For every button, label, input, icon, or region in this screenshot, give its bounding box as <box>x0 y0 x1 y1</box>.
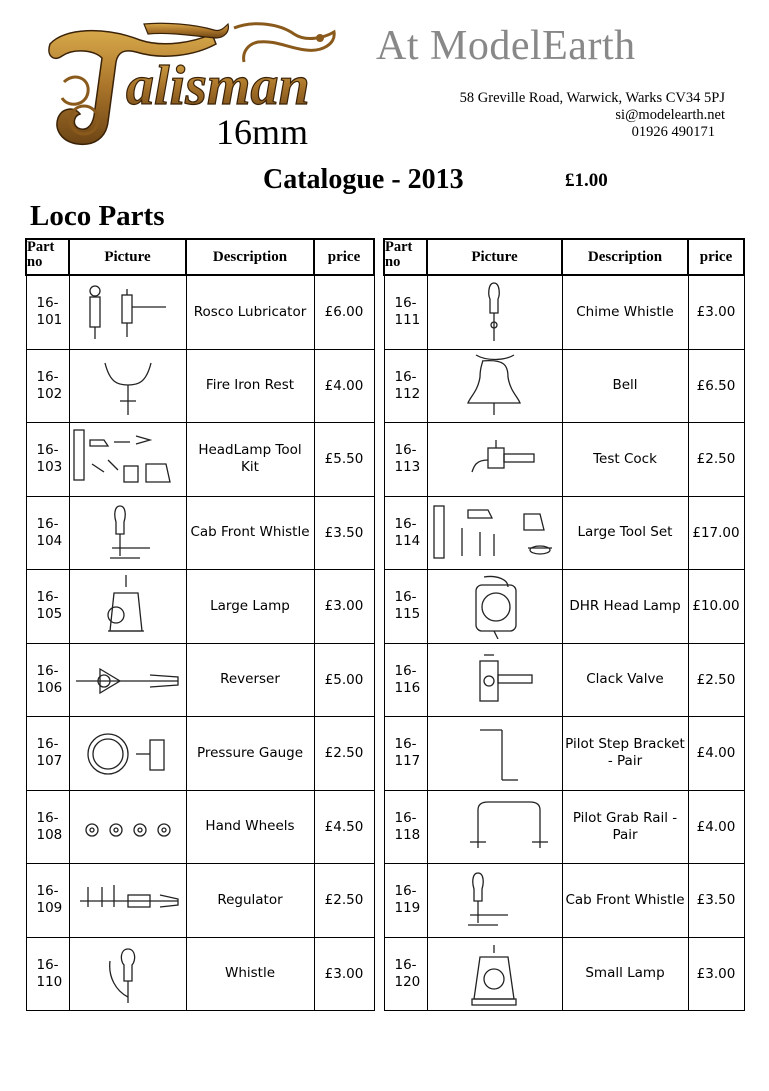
table-row <box>384 717 744 791</box>
table-row <box>26 717 374 791</box>
test-cock-icon <box>428 426 561 492</box>
table-row <box>26 423 374 497</box>
part-description: Hand Wheels <box>186 790 314 864</box>
description-header: Description <box>186 239 314 275</box>
section-title: Loco Parts <box>30 200 165 232</box>
part-description: Pilot Step Bracket - Pair <box>562 717 688 791</box>
catalogue-title: Catalogue - 2013 <box>263 164 464 195</box>
part-price: £5.50 <box>314 423 374 497</box>
part-description: Rosco Lubricator <box>186 275 314 349</box>
part-picture <box>69 423 186 497</box>
picture-header: Picture <box>69 239 186 275</box>
table-row <box>384 349 744 423</box>
table-row <box>26 864 374 938</box>
cab-front-whistle-icon <box>428 867 561 933</box>
part-picture <box>427 570 562 644</box>
part-price: £2.50 <box>688 423 744 497</box>
address-line: 58 Greville Road, Warwick, Warks CV34 5PJ <box>459 90 725 106</box>
headlamp-tool-kit-icon <box>70 426 185 492</box>
table-row <box>26 790 374 864</box>
part-price: £4.00 <box>688 717 744 791</box>
part-picture <box>69 864 186 938</box>
part-description: Pressure Gauge <box>186 717 314 791</box>
part-number: 16- 117 <box>384 717 427 791</box>
company-name: At ModelEarth <box>376 23 636 69</box>
part-description: Large Tool Set <box>562 496 688 570</box>
table-row <box>384 864 744 938</box>
part-number: 16- 120 <box>384 937 427 1011</box>
part-picture <box>427 864 562 938</box>
parts-table-left <box>25 238 375 1011</box>
reverser-icon <box>70 647 185 713</box>
part-picture <box>69 937 186 1011</box>
part-number: 16- 105 <box>26 570 69 644</box>
price-header: price <box>688 239 744 275</box>
large-lamp-icon <box>70 573 185 639</box>
part-description: HeadLamp Tool Kit <box>186 423 314 497</box>
part-number: 16- 112 <box>384 349 427 423</box>
hand-wheels-icon <box>70 794 185 860</box>
table-row <box>384 937 744 1011</box>
part-price: £3.00 <box>314 937 374 1011</box>
part-description: Clack Valve <box>562 643 688 717</box>
phone-text: 01926 490171 <box>631 124 715 140</box>
part-price: £3.00 <box>688 937 744 1011</box>
part-description: Cab Front Whistle <box>186 496 314 570</box>
table-row <box>26 937 374 1011</box>
part-picture <box>427 937 562 1011</box>
picture-header: Picture <box>427 239 562 275</box>
part-description: Regulator <box>186 864 314 938</box>
part-picture <box>427 349 562 423</box>
part-price: £2.50 <box>314 717 374 791</box>
part-price: £2.50 <box>314 864 374 938</box>
dhr-head-lamp-icon <box>428 573 561 639</box>
part-number: 16- 101 <box>26 275 69 349</box>
table-row <box>384 570 744 644</box>
part-price: £3.50 <box>314 496 374 570</box>
part-number: 16- 111 <box>384 275 427 349</box>
part-number: 16- 118 <box>384 790 427 864</box>
part-picture <box>427 790 562 864</box>
part-number: 16- 110 <box>26 937 69 1011</box>
part-price: £2.50 <box>688 643 744 717</box>
part-description: Cab Front Whistle <box>562 864 688 938</box>
bell-icon <box>428 353 561 419</box>
large-tool-set-icon <box>428 500 561 566</box>
part-price: £4.00 <box>688 790 744 864</box>
catalogue-price: £1.00 <box>565 170 608 191</box>
part-picture <box>69 349 186 423</box>
part-number: 16- 107 <box>26 717 69 791</box>
part-picture <box>69 496 186 570</box>
part-number: 16- 108 <box>26 790 69 864</box>
table-header-row <box>384 239 744 275</box>
regulator-icon <box>70 867 185 933</box>
table-row <box>26 349 374 423</box>
part-description: Whistle <box>186 937 314 1011</box>
part-number: 16- 109 <box>26 864 69 938</box>
scale-label: 16mm <box>216 112 309 152</box>
part-description: Small Lamp <box>562 937 688 1011</box>
contact-block <box>460 90 725 141</box>
part-price: £3.00 <box>314 570 374 644</box>
part-number: 16- 116 <box>384 643 427 717</box>
description-header: Description <box>562 239 688 275</box>
part-price: £4.00 <box>314 349 374 423</box>
part-number: 16- 114 <box>384 496 427 570</box>
part-picture <box>69 275 186 349</box>
chime-whistle-icon <box>428 279 561 345</box>
pressure-gauge-icon <box>70 720 185 786</box>
part-picture <box>427 496 562 570</box>
part-price: £3.50 <box>688 864 744 938</box>
table-row <box>26 275 374 349</box>
part-number: 16- 115 <box>384 570 427 644</box>
part-picture <box>427 643 562 717</box>
part-picture <box>427 717 562 791</box>
rosco-lubricator-icon <box>70 279 185 345</box>
part-price: £10.00 <box>688 570 744 644</box>
small-lamp-icon <box>428 941 561 1007</box>
part-number: 16- 104 <box>26 496 69 570</box>
pilot-grab-rail-icon <box>428 794 561 860</box>
part-description: Reverser <box>186 643 314 717</box>
part-description: Large Lamp <box>186 570 314 644</box>
table-row <box>26 643 374 717</box>
part-picture <box>427 275 562 349</box>
table-row <box>26 570 374 644</box>
part-price: £17.00 <box>688 496 744 570</box>
part-description: Chime Whistle <box>562 275 688 349</box>
part-price: £4.50 <box>314 790 374 864</box>
whistle-icon <box>70 941 185 1007</box>
part-no-header: Part no <box>26 239 69 275</box>
table-header-row <box>26 239 374 275</box>
part-picture <box>69 570 186 644</box>
part-price: £6.00 <box>314 275 374 349</box>
cab-front-whistle-icon <box>70 500 185 566</box>
part-description: Fire Iron Rest <box>186 349 314 423</box>
part-price: £5.00 <box>314 643 374 717</box>
table-row <box>384 275 744 349</box>
svg-text:alisman: alisman <box>126 55 310 117</box>
pilot-step-bracket-icon <box>428 720 561 786</box>
part-picture <box>427 423 562 497</box>
part-number: 16- 102 <box>26 349 69 423</box>
part-picture <box>69 790 186 864</box>
part-number: 16- 119 <box>384 864 427 938</box>
part-price: £6.50 <box>688 349 744 423</box>
parts-table-right <box>383 238 745 1011</box>
table-row <box>384 496 744 570</box>
part-number: 16- 113 <box>384 423 427 497</box>
table-row <box>26 496 374 570</box>
clack-valve-icon <box>428 647 561 713</box>
fire-iron-rest-icon <box>70 353 185 419</box>
part-picture <box>69 717 186 791</box>
price-header: price <box>314 239 374 275</box>
part-description: DHR Head Lamp <box>562 570 688 644</box>
part-number: 16- 106 <box>26 643 69 717</box>
table-row <box>384 643 744 717</box>
part-no-header: Part no <box>384 239 427 275</box>
table-row <box>384 423 744 497</box>
part-description: Bell <box>562 349 688 423</box>
part-description: Test Cock <box>562 423 688 497</box>
email-text[interactable]: si@modelearth.net <box>615 107 725 123</box>
part-picture <box>69 643 186 717</box>
part-number: 16- 103 <box>26 423 69 497</box>
part-price: £3.00 <box>688 275 744 349</box>
part-description: Pilot Grab Rail - Pair <box>562 790 688 864</box>
table-row <box>384 790 744 864</box>
